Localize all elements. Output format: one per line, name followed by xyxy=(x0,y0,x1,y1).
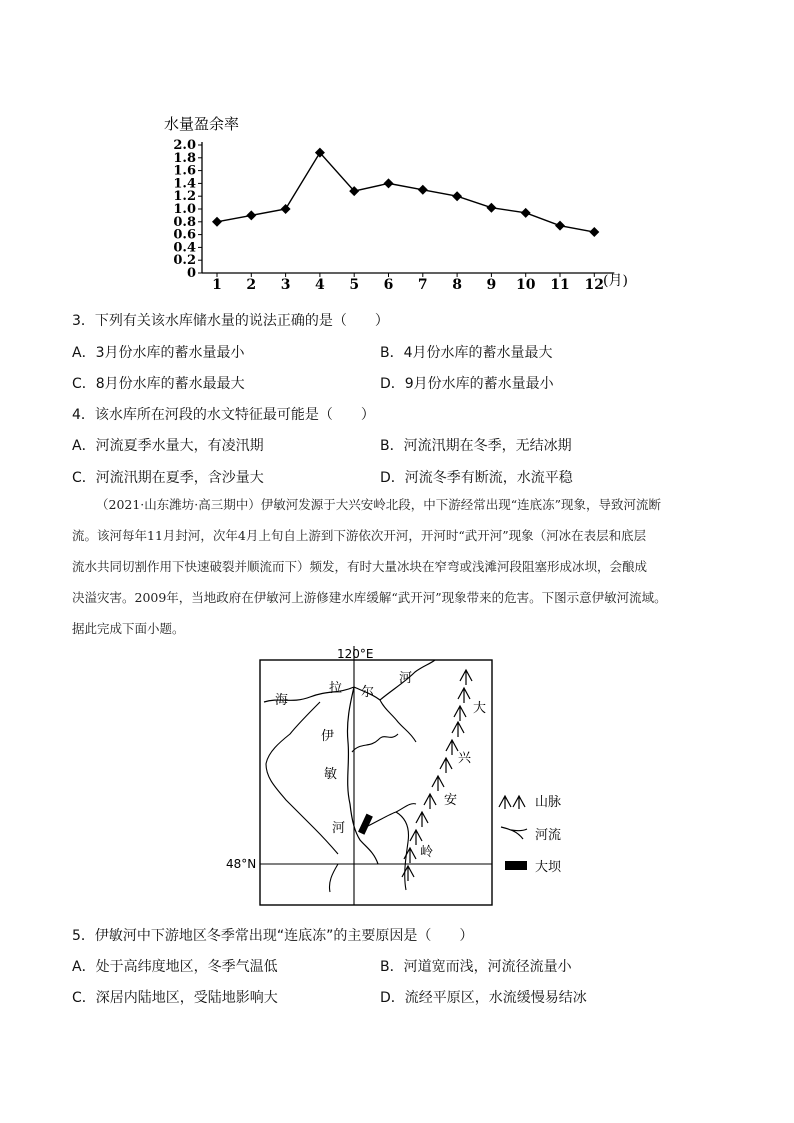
question-5-stem: 5．伊敏河中下游地区冬季常出现“连底冻”的主要原因是（ ） xyxy=(72,928,474,944)
label-ling: 岭 xyxy=(420,845,434,860)
y-tick-label: 0.6 xyxy=(173,227,196,243)
question-3-option-a[interactable]: A．3月份水库的蓄水量最小 xyxy=(72,345,245,361)
y-tick-label: 0 xyxy=(186,266,196,281)
passage-line: 流水共同切割作用下快速破裂并顺流而下）频发，有时大量冰块在窄弯或浅滩河段阻塞形成冰坝，会酿成 xyxy=(72,559,648,574)
y-axis xyxy=(173,138,202,281)
x-axis xyxy=(202,273,614,293)
y-tick-label: 1.4 xyxy=(173,176,196,192)
question-4-option-a[interactable]: A．河流夏季水量大，有凌汛期 xyxy=(72,438,264,454)
mountain-range xyxy=(402,670,472,881)
legend-river-label: 河流 xyxy=(535,828,562,843)
data-point xyxy=(418,185,428,195)
east-tributary-north xyxy=(352,734,398,752)
question-5-option-c[interactable]: C．深居内陆地区，受陆地影响大 xyxy=(72,990,278,1006)
label-he-hailar: 河 xyxy=(399,671,413,686)
south-stream xyxy=(329,864,338,892)
x-tick-label: 8 xyxy=(452,277,462,293)
y-tick-label: 1.2 xyxy=(173,189,196,205)
passage-line: 流。该河每年11月封河，次年4月上旬自上游到下游依次开河，开河时“武开河”现象（河冰在表层和底层 xyxy=(72,528,647,543)
question-3-option-d[interactable]: D．9月份水库的蓄水量最小 xyxy=(380,376,554,392)
x-tick-label: 6 xyxy=(383,277,394,293)
passage-line: 据此完成下面小题。 xyxy=(72,621,185,636)
legend-dam-label: 大坝 xyxy=(535,860,562,875)
passage-line: （2021·山东潍坊·高三期中）伊敏河发源于大兴安岭北段，中下游经常出现“连底冻”现象，导致河流断 xyxy=(96,497,662,512)
x-axis-unit: (月) xyxy=(603,273,628,289)
legend-dam-icon xyxy=(505,861,527,870)
label-la: 拉 xyxy=(329,681,343,696)
y-tick-label: 2.0 xyxy=(173,138,196,153)
longitude-label: 120°E xyxy=(337,647,374,661)
label-xing: 兴 xyxy=(458,751,472,766)
y-tick-label: 0.4 xyxy=(173,240,196,256)
data-point xyxy=(384,178,394,188)
passage-line: 决溢灾害。2009年，当地政府在伊敏河上游修建水库缓解“武开河”现象带来的危害。下图示意伊敏河流域。 xyxy=(72,590,667,605)
x-tick-label: 4 xyxy=(315,277,325,293)
data-markers xyxy=(212,148,599,237)
latitude-label: 48°N xyxy=(226,857,257,871)
question-5-option-a[interactable]: A．处于高纬度地区，冬季气温低 xyxy=(72,959,278,975)
question-4-option-c[interactable]: C．河流汛期在夏季，含沙量大 xyxy=(72,470,264,486)
label-er: 尔 xyxy=(361,685,375,700)
x-tick-label: 2 xyxy=(246,277,257,293)
map-legend xyxy=(495,785,585,880)
x-tick-label: 3 xyxy=(280,277,291,293)
question-4-option-d[interactable]: D．河流冬季有断流，水流平稳 xyxy=(380,470,573,486)
data-point xyxy=(521,208,531,218)
question-3-stem: 3．下列有关该水库储水量的说法正确的是（ ） xyxy=(72,313,389,329)
label-hai: 海 xyxy=(275,693,289,708)
question-5-option-d[interactable]: D．流经平原区，水流缓慢易结冰 xyxy=(380,990,587,1006)
legend-mountain-label: 山脉 xyxy=(535,795,562,810)
x-tick-label: 1 xyxy=(212,277,222,293)
legend-mountain-icon xyxy=(499,796,525,809)
question-3-option-c[interactable]: C．8月份水库的蓄水最最大 xyxy=(72,376,245,392)
y-tick-label: 1.8 xyxy=(173,150,196,166)
east-tributary-dam xyxy=(368,804,416,826)
chart-title: 水量盈余率 xyxy=(164,115,240,133)
x-tick-label: 12 xyxy=(584,277,605,293)
data-point xyxy=(589,227,599,237)
data-point xyxy=(212,217,222,227)
east-tributary-south xyxy=(396,812,409,890)
data-point xyxy=(452,191,462,201)
label-da: 大 xyxy=(473,701,487,716)
reading-passage xyxy=(72,489,732,644)
hailar-tributary xyxy=(380,700,416,742)
question-3-option-b[interactable]: B．4月份水库的蓄水量最大 xyxy=(380,345,553,361)
label-he-yimin: 河 xyxy=(332,821,346,836)
data-point xyxy=(281,204,291,214)
question-4-stem: 4．该水库所在河段的水文特征最可能是（ ） xyxy=(72,407,375,423)
y-tick-label: 0.2 xyxy=(173,253,196,269)
data-point xyxy=(246,210,256,220)
legend-river-icon xyxy=(501,827,527,839)
yimin-river-main xyxy=(347,687,378,864)
label-yi: 伊 xyxy=(321,729,335,744)
label-an: 安 xyxy=(444,793,458,808)
x-tick-label: 10 xyxy=(515,277,536,293)
question-5-option-b[interactable]: B．河道宽而浅，河流径流量小 xyxy=(380,959,572,975)
x-tick-label: 11 xyxy=(550,277,570,293)
series-line xyxy=(217,153,594,232)
x-tick-label: 7 xyxy=(417,277,428,293)
reservoir-chart xyxy=(150,105,650,295)
x-tick-label: 5 xyxy=(349,277,360,293)
data-point xyxy=(486,203,496,213)
y-tick-label: 1.0 xyxy=(173,202,196,217)
y-tick-label: 0.8 xyxy=(173,214,196,230)
y-tick-label: 1.6 xyxy=(173,163,196,179)
data-point xyxy=(555,221,565,231)
label-min: 敏 xyxy=(324,767,338,782)
question-4-option-b[interactable]: B．河流汛期在冬季，无结冰期 xyxy=(380,438,572,454)
x-tick-label: 9 xyxy=(486,277,497,293)
